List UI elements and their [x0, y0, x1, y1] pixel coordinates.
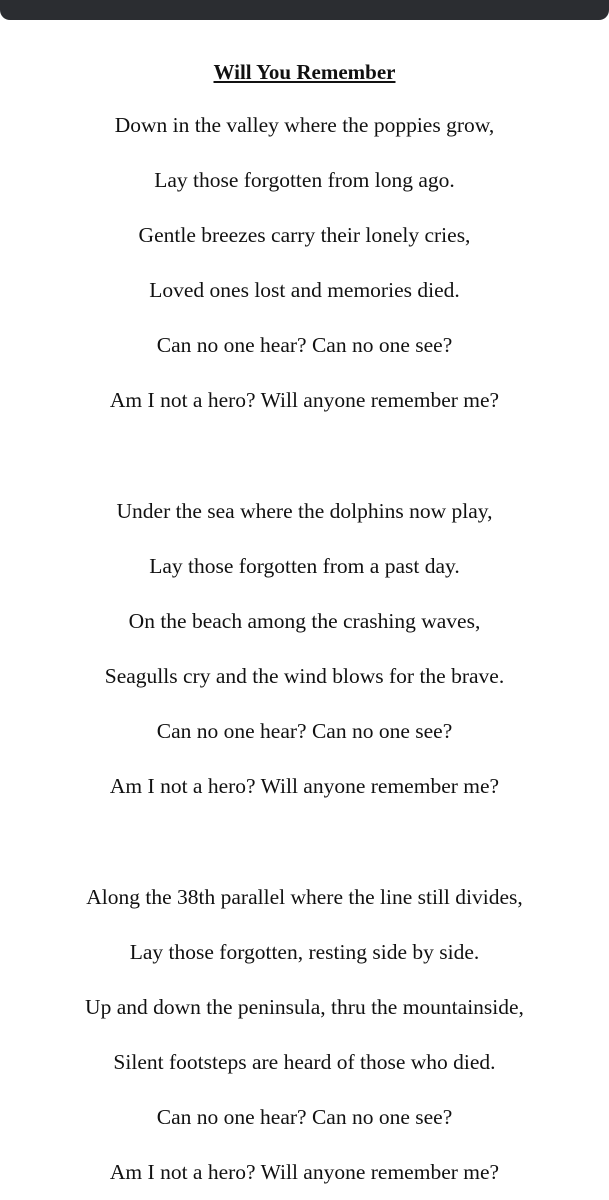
poem-line: Seagulls cry and the wind blows for the brave.	[104, 664, 505, 688]
poem-line: Up and down the peninsula, thru the mountainside,	[85, 995, 524, 1019]
poem-line: Silent footsteps are heard of those who died.	[113, 1050, 496, 1074]
poem-line: Can no one hear? Can no one see?	[156, 1105, 453, 1129]
poem-title: Will You Remember	[213, 60, 396, 84]
poem-line: On the beach among the crashing waves,	[128, 609, 481, 633]
top-status-bar	[0, 0, 609, 20]
poem-line: Am I not a hero? Will anyone remember me?	[109, 774, 500, 798]
poem-line: Loved ones lost and memories died.	[149, 278, 460, 302]
poem-line: Can no one hear? Can no one see?	[156, 719, 453, 743]
poem-line: Along the 38th parallel where the line still divides,	[86, 885, 523, 909]
poem-line: Am I not a hero? Will anyone remember me?	[109, 388, 500, 412]
poem-line: Lay those forgotten from a past day.	[149, 554, 460, 578]
poem-line: Lay those forgotten from long ago.	[154, 168, 455, 192]
poem-line: Down in the valley where the poppies grow,	[114, 113, 495, 137]
poem-line: Am I not a hero? Will anyone remember me?	[109, 1160, 500, 1184]
poem-line: Can no one hear? Can no one see?	[156, 333, 453, 357]
poem-line: Gentle breezes carry their lonely cries,	[138, 223, 471, 247]
poem-line: Under the sea where the dolphins now play,	[116, 499, 493, 523]
poem-line: Lay those forgotten, resting side by side.	[129, 940, 480, 964]
